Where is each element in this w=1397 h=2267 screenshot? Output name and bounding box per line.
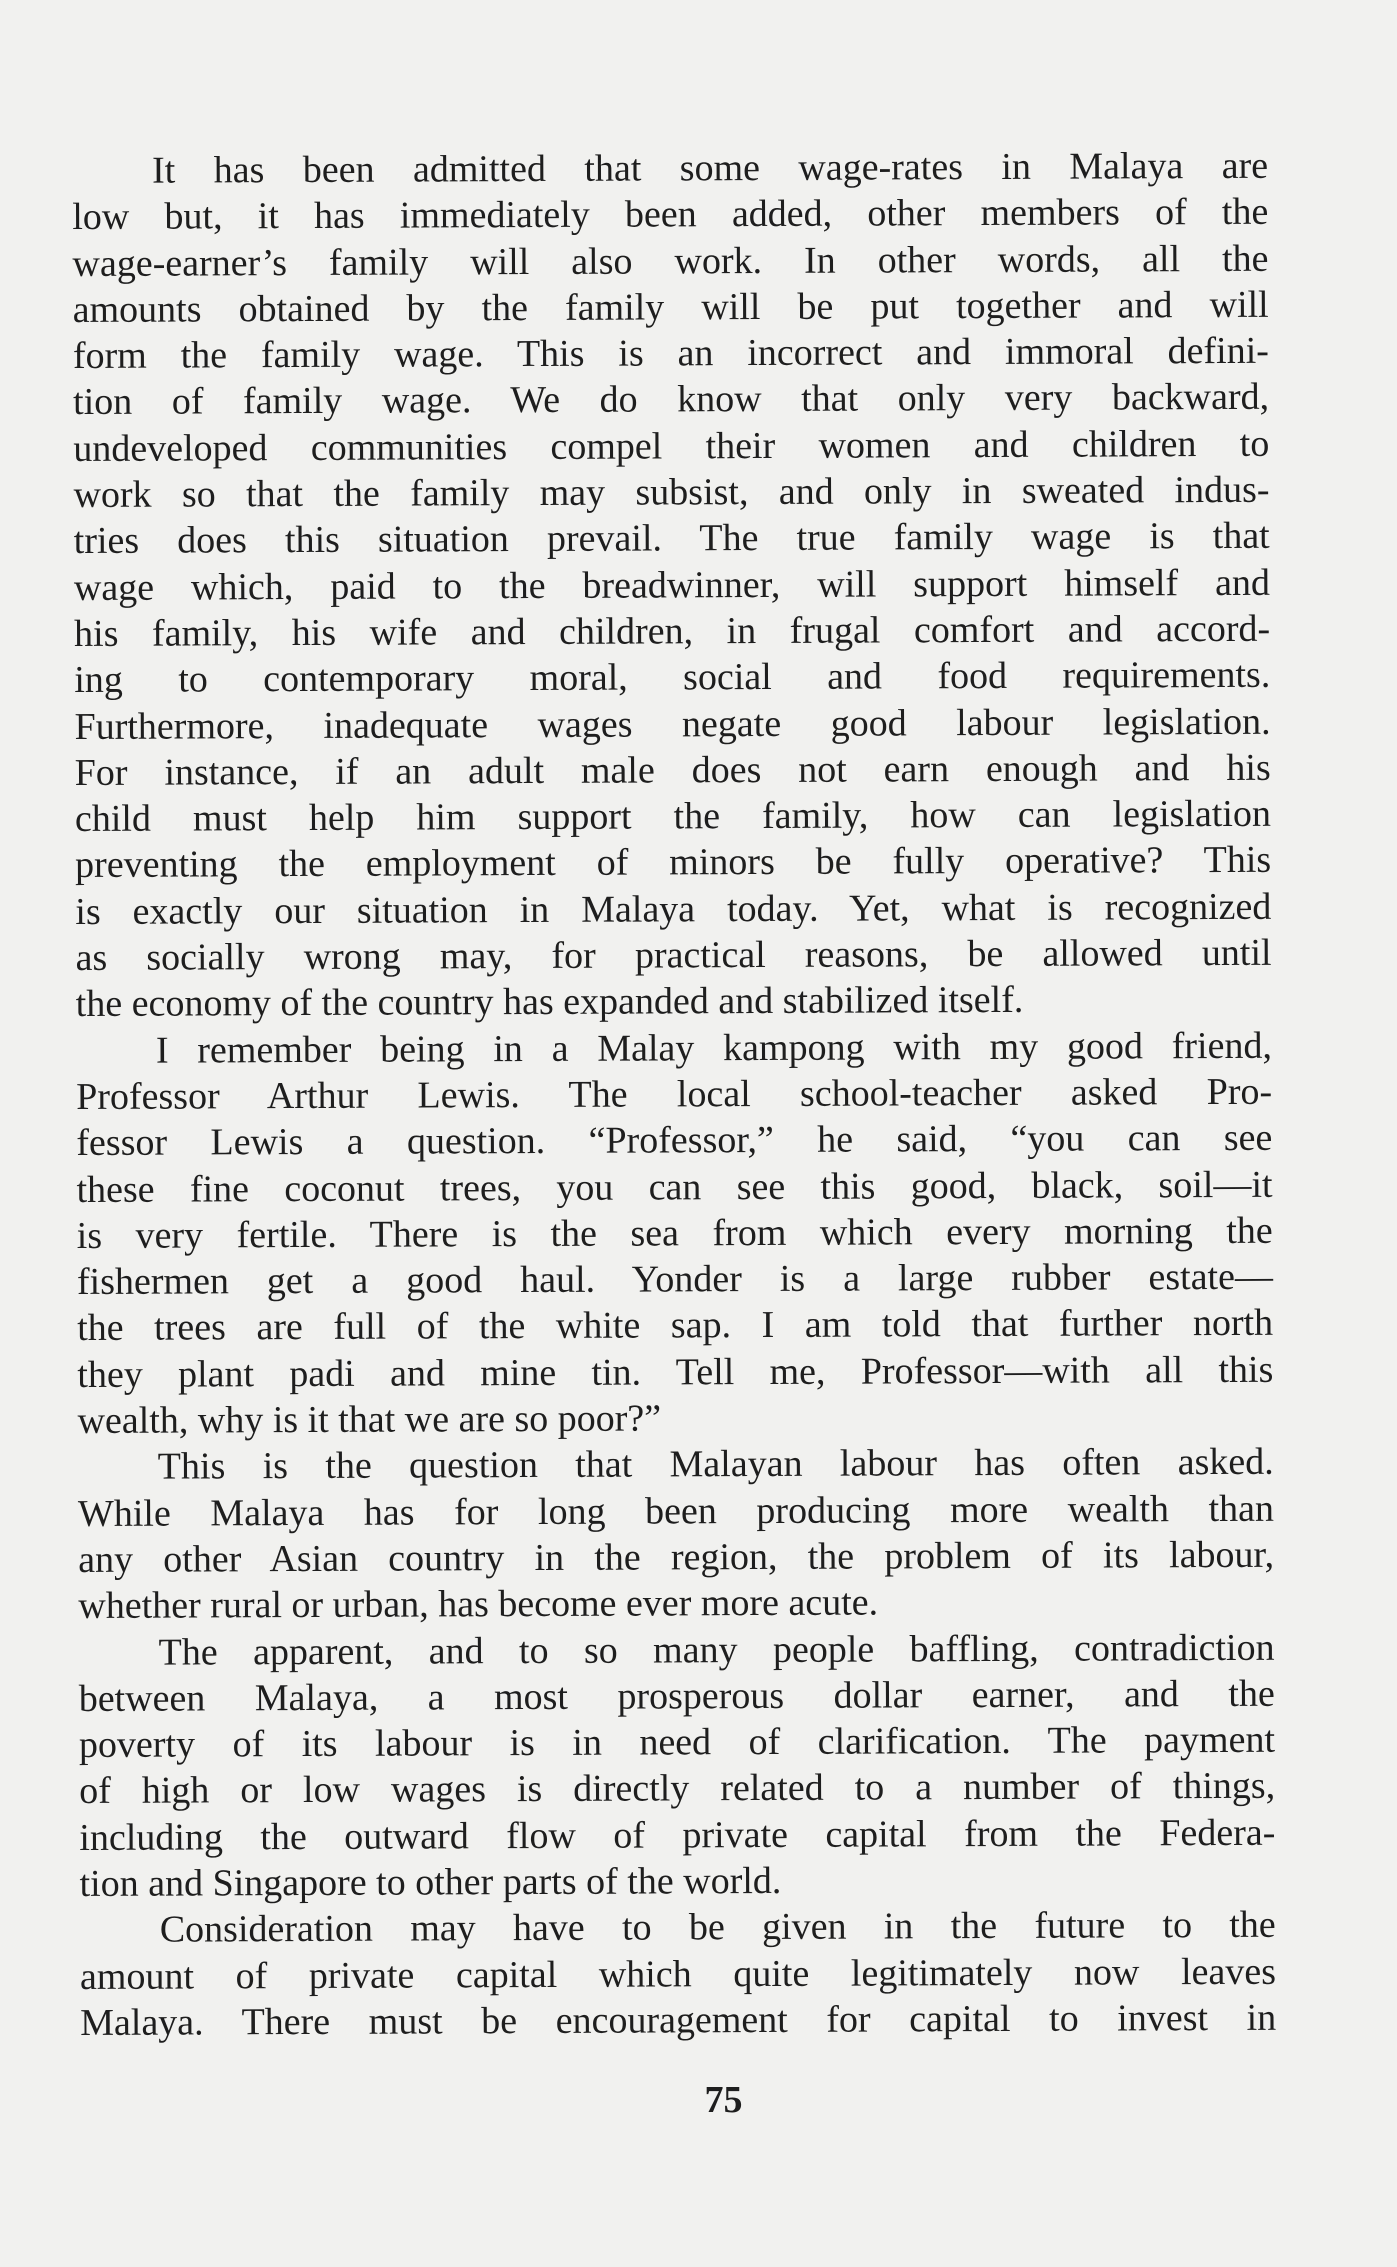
text-line: ing to contemporary moral, social and food requirements.: [74, 654, 1271, 702]
text-line: This is the question that Malayan labour has often asked.: [157, 1441, 1274, 1488]
paragraph: [72, 143, 1272, 1028]
body-text: [72, 143, 1276, 2046]
text-line: preventing the employment of minors be fully operative? This: [75, 839, 1272, 887]
text-line: the economy of the country has expanded and stabilized itself.: [75, 979, 1024, 1026]
text-line: Malaya. There must be encouragement for capital to invest in: [80, 1996, 1277, 2044]
text-line: work so that the family may subsist, and only in sweated indus-: [73, 468, 1270, 517]
text-line: wage which, paid to the breadwinner, will support himself and: [73, 561, 1270, 609]
paragraph: [78, 1624, 1275, 1907]
text-line: is exactly our situation in Malaya today. Yet, what is recognized: [75, 885, 1272, 933]
text-line: any other Asian country in the region, the problem of its labour,: [78, 1533, 1275, 1581]
text-line: these fine coconut trees, you can see this good, black, soil—it: [76, 1163, 1273, 1211]
text-line: While Malaya has for long been producing more wealth than: [77, 1487, 1275, 1535]
text-line: child must help him support the family, how can legislation: [74, 792, 1272, 841]
text-line: fishermen get a good haul. Yonder is a large rubber estate—: [76, 1255, 1274, 1304]
text-line: amounts obtained by the family will be put together and will: [72, 283, 1269, 331]
text-line: For instance, if an adult male does not earn enough and his: [74, 746, 1271, 794]
page-number: 75: [704, 2079, 743, 2121]
text-line: between Malaya, a most prosperous dollar earner, and the: [78, 1672, 1275, 1720]
paragraph: [78, 1439, 1275, 1629]
text-line: It has been admitted that some wage-rates in Malaya are: [152, 144, 1269, 192]
text-line: tion and Singapore to other parts of the world.: [79, 1859, 782, 1905]
text-line: wealth, why is it that we are so poor?”: [77, 1397, 662, 1443]
text-line: his family, his wife and children, in frugal comfort and accord-: [74, 607, 1271, 655]
text-line: including the outward flow of private capital from the Federa-: [79, 1811, 1276, 1859]
text-line: poverty of its labour is in need of clarification. The payment: [78, 1718, 1276, 1767]
text-line: The apparent, and to so many people baffling, contradiction: [158, 1626, 1275, 1674]
text-line: low but, it has immediately been added, other members of the: [72, 191, 1269, 239]
text-line: Furthermore, inadequate wages negate good labour legislation.: [74, 700, 1271, 748]
text-line: they plant padi and mine tin. Tell me, Professor—with all this: [77, 1348, 1274, 1396]
paragraph: [76, 1022, 1274, 1444]
text-line: is very fertile. There is the sea from which every morning the: [76, 1209, 1273, 1257]
text-line: I remember being in a Malay kampong with my good friend,: [155, 1024, 1273, 1072]
text-line: of high or low wages is directly related to a number of things,: [79, 1765, 1276, 1813]
paragraph: [80, 1902, 1277, 2046]
text-line: amount of private capital which quite legitimately now leaves: [79, 1950, 1277, 1998]
text-line: Professor Arthur Lewis. The local school-teacher asked Pro-: [76, 1070, 1273, 1118]
text-line: tries does this situation prevail. The true family wage is that: [73, 515, 1270, 563]
text-line: as socially wrong may, for practical reasons, be allowed until: [75, 931, 1272, 980]
text-line: tion of family wage. We do know that only very backward,: [73, 376, 1270, 424]
text-line: wage-earner’s family will also work. In other words, all the: [72, 237, 1269, 285]
text-line: fessor Lewis a question. “Professor,” he said, “you can see: [76, 1117, 1273, 1165]
text-line: the trees are full of the white sap. I am told that further north: [77, 1302, 1274, 1350]
text-line: form the family wage. This is an incorrect and immoral defini-: [72, 329, 1269, 378]
text-line: Consideration may have to be given in the future to the: [159, 1904, 1276, 1951]
text-line: undeveloped communities compel their women and children to: [73, 422, 1270, 470]
text-line: whether rural or urban, has become ever more acute.: [78, 1581, 879, 1628]
